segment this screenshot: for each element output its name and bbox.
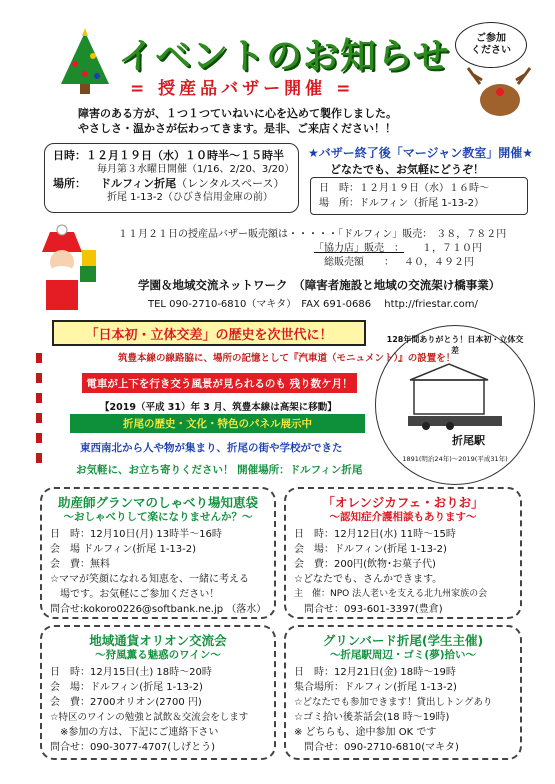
event-orange-cafe: 「オレンジカフェ・おりお」 〜認知症介護相談もあります〜 日 時：12月12日(水) 11時〜15時 会 場：ドルフィン(折尾 1-13-2) 会 費：200円(飲物･お菓子代) ☆どなたでも、さんかできます。 主 催：NPO 法人老いを支える北九州家族の会 問合せ：093-601-3397(豊倉) xyxy=(284,487,522,619)
intro-text: 障害のある方が、１つ１つていねいに心を込めて製作しました。 やさしさ・温かさが伝わってきます。是非、ご来店ください！！ xyxy=(78,107,397,135)
event-orion: 地域通貨オリオン交流会 〜狩風薫る魅惑のワイン〜 日 時：12月15日(土) 18時〜20時 会 場：ドルフィン(折尾 1-13-2) 会 費：2700オリオン(2700 円) ☆特区のワインの勉強と試飲＆交流会をします ※参加の方は、下記にご連絡下さい 問合せ：090-3077-4707(しげとう) xyxy=(40,625,276,760)
christmas-tree-icon xyxy=(55,28,115,96)
train-station-icon xyxy=(406,360,504,430)
mahjong-title: ★バザー終了後「マージャン教室」開催★ xyxy=(308,146,534,160)
mahjong-subtitle: どなたでも、お気軽にどうぞ！ xyxy=(330,163,484,176)
reindeer-icon xyxy=(460,62,540,122)
heritage-line-monument: 筑豊本線の線路脇に、場所の記憶として『汽車道（モニュメント）』の設置を！ xyxy=(118,353,456,364)
heritage-line-venue: お気軽に、お立ち寄りください！ 開催場所：ドルフィン折尾 xyxy=(76,464,363,476)
contact-info: TEL 090-2710-6810（マキタ） FAX 691-0686 http://friestar.com/ xyxy=(148,299,478,310)
join-badge: ご参加 ください xyxy=(455,22,527,68)
event-midwife: 助産師グランマのしゃべり場知恵袋 〜おしゃべりして楽になりませんか？〜 日 時：12月10日(月) 13時半〜16時 会 場 ドルフィン(折尾 1-13-2) 会 費：無料 ☆ママが笑顔になれる知恵を、一緒に考える 場です。お気軽にご参加ください！ 問合せ:kokoro0226@softbank.ne.jp （落水） xyxy=(40,487,276,619)
heritage-title: 「日本初・立体交差」の歴史を次世代に！ xyxy=(52,320,366,346)
heritage-band-trains: 電車が上下を行き交う風景が見られるのも 残り数ケ月！ xyxy=(82,373,357,393)
sales-summary: １１月２１日の授産品バザー販売額は・・・・・「ドルフィン」販売： ３８，７８２円 「協力店」販売 ： １，７１０円 総販売額 ： ４０，４９２円 xyxy=(118,229,507,268)
santa-icon xyxy=(22,222,102,322)
bazaar-info-box: 日時：１２月１９日（水）１０時半〜１５時半 毎月第３水曜日開催（1/16、2/20、3/20） 場所： ドルフィン折尾（レンタルスペース） 折尾 1-13-2（ひびき信用金庫の前） xyxy=(44,143,299,213)
railway-crossing-bar xyxy=(36,353,42,463)
heritage-move-note: 【2019（平成 31）年 3 月、筑豊本線は高架に移動】 xyxy=(100,402,337,413)
heritage-line-history: 東西南北から人や物が集まり、折尾の街や学校ができた xyxy=(80,442,343,454)
event-greenbird: グリンバード折尾(学生主催) 〜折尾駅周辺・ゴミ(夢)拾い〜 日 時：12月21日(金) 18時〜19時 集合場所：ドルフィン(折尾 1-13-2) ☆どなたでも参加できます！貸出しトングあり ☆ゴミ拾い後茶話会(18 時〜19時) ※ どちらも、途中参加 OK です 問合せ：090-2710-6810(マキタ) xyxy=(284,625,522,760)
commemorative-stamp: 128年間ありがとう！日本初・立体交差 折尾駅 1891(明治24年)〜2019(平成31年) xyxy=(375,325,535,485)
heritage-band-panels: 折尾の歴史・文化・特色のパネル展示中 xyxy=(70,414,365,433)
page-title: イベントのお知らせ xyxy=(118,36,450,77)
mahjong-info-box: 日 時：１２月１９日（水）１６時〜 場 所：ドルフィン（折尾 1-13-2） xyxy=(310,177,528,215)
page-subtitle: = 授産品バザー開催 = xyxy=(130,79,355,99)
organization-name: 学園＆地域交流ネットワーク （障害者施設と地域の交流架け橋事業） xyxy=(138,278,501,292)
